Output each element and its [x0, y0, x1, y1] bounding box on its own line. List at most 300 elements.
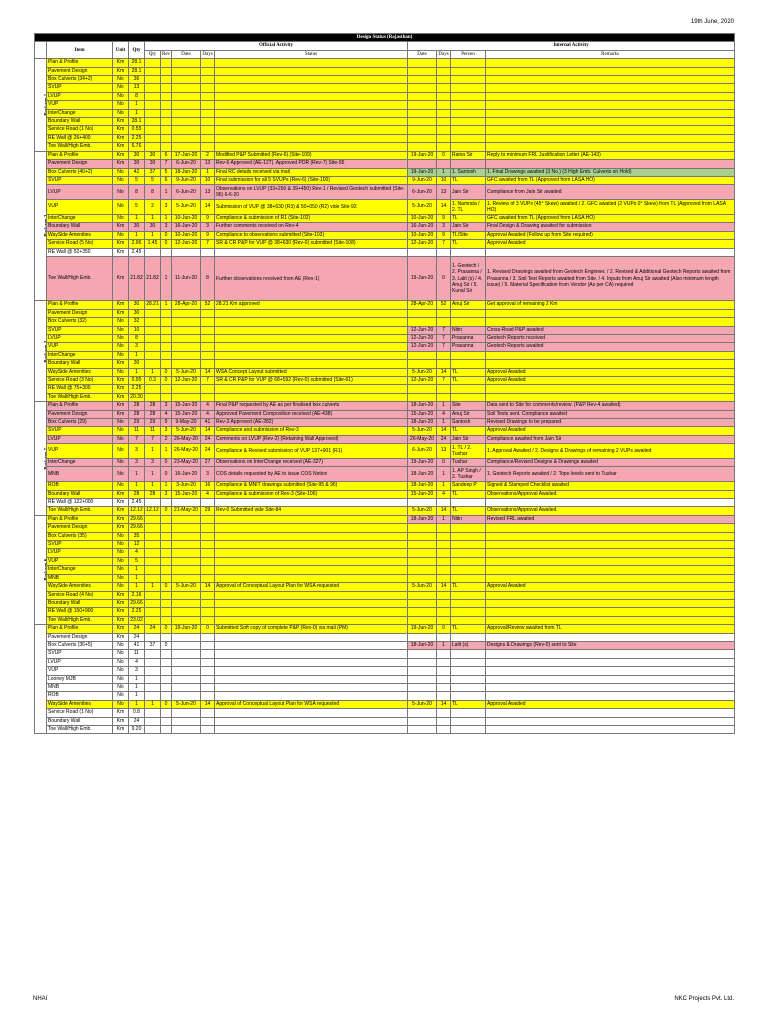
table-title: Design Status (Rajasthan) [35, 34, 735, 42]
official-date-cell: 5-Jun-20 [172, 583, 201, 591]
unit-cell: Km [113, 633, 129, 641]
rev-cell [161, 549, 172, 557]
status-cell [215, 309, 408, 317]
unit-cell: No [113, 214, 129, 222]
internal-date-cell: 5-Jun-20 [408, 507, 437, 515]
item-cell: Toe Wall/High Emb. [47, 393, 113, 401]
rev-cell: 0 [161, 467, 172, 482]
internal-days-cell [437, 532, 451, 540]
person-cell [451, 675, 486, 683]
status-cell: Compliance & submission of R1 (Site-102) [215, 214, 408, 222]
unit-cell: Km [113, 376, 129, 384]
unit-cell: Km [113, 616, 129, 624]
table-row [35, 151, 735, 159]
person-cell: Anuj Sir [451, 301, 486, 309]
qty-cell: 1 [129, 101, 145, 109]
item-cell: Service Road (5 No) [47, 240, 113, 248]
official-qty-cell [145, 76, 161, 84]
qty-cell: 1 [129, 214, 145, 222]
official-days-cell: 14 [201, 200, 215, 215]
qty-cell: 4 [129, 549, 145, 557]
internal-date-cell [408, 566, 437, 574]
unit-cell: Km [113, 151, 129, 159]
internal-days-cell: 4 [437, 410, 451, 418]
item-cell: SVUP [47, 427, 113, 435]
item-cell: LVUP [47, 92, 113, 100]
remarks-cell: Compliance awaited from Jain Sir [486, 435, 735, 443]
person-cell: 1. Santosh [451, 168, 486, 176]
internal-date-cell [408, 658, 437, 666]
official-qty-cell [145, 126, 161, 134]
official-qty-cell [145, 692, 161, 700]
remarks-cell: Approval Awaited [486, 427, 735, 435]
internal-days-cell: 0 [437, 459, 451, 467]
remarks-cell: Data sent to Site for comments/review. (P&P Rev-4 awaited) [486, 402, 735, 410]
item-cell: Boundary Wall [47, 490, 113, 498]
rev-cell [161, 59, 172, 67]
table-row [35, 185, 735, 200]
rev-cell [161, 76, 172, 84]
official-qty-cell: 28 [145, 490, 161, 498]
person-cell [451, 650, 486, 658]
person-cell [451, 318, 486, 326]
internal-days-cell [437, 318, 451, 326]
internal-date-cell [408, 692, 437, 700]
qty-cell: 1 [129, 231, 145, 239]
unit-cell: No [113, 84, 129, 92]
remarks-cell [486, 109, 735, 117]
status-cell: SR & CR P&P for VUP @ 68+592 (Rev-0) submitted (Site-61) [215, 376, 408, 384]
official-qty-cell [145, 499, 161, 507]
rev-cell [161, 109, 172, 117]
status-cell: Final P&P requested by AE as per finalised box culverts [215, 402, 408, 410]
item-cell: MNB [47, 683, 113, 691]
item-cell: Pavement Design [47, 309, 113, 317]
item-cell: Pavement Design [47, 633, 113, 641]
status-cell: Approval of Conceptual Layout Plan for WSA requested [215, 583, 408, 591]
remarks-cell: Approval Awaited (Follow up from Site required) [486, 231, 735, 239]
official-date-cell [172, 248, 201, 256]
item-cell: SVUP [47, 541, 113, 549]
official-date-cell: 19-Jun-20 [172, 625, 201, 633]
status-cell [215, 608, 408, 616]
status-cell [215, 667, 408, 675]
remarks-cell [486, 393, 735, 401]
qty-cell: 1 [129, 583, 145, 591]
official-qty-cell [145, 393, 161, 401]
unit-cell: No [113, 566, 129, 574]
official-date-cell: 15-Jun-20 [172, 490, 201, 498]
person-cell [451, 118, 486, 126]
table-row [35, 351, 735, 359]
official-date-cell: 10-Jun-20 [172, 231, 201, 239]
official-days-cell: 27 [201, 459, 215, 467]
header-official-date: Date [172, 50, 201, 58]
official-date-cell [172, 557, 201, 565]
table-row [35, 574, 735, 582]
official-date-cell [172, 591, 201, 599]
rev-cell [161, 101, 172, 109]
official-date-cell [172, 549, 201, 557]
official-qty-cell [145, 351, 161, 359]
official-date-cell [172, 143, 201, 151]
person-cell: Anuj Sir [451, 410, 486, 418]
rev-cell [161, 326, 172, 334]
official-date-cell [172, 309, 201, 317]
remarks-cell: Approval/Review awaited from TL [486, 625, 735, 633]
official-date-cell: 21-May-20 [172, 507, 201, 515]
unit-cell: Km [113, 499, 129, 507]
person-cell: TL [451, 427, 486, 435]
official-qty-cell [145, 515, 161, 523]
item-cell: InterChange [47, 351, 113, 359]
internal-date-cell: 18-Jun-20 [408, 402, 437, 410]
internal-days-cell [437, 499, 451, 507]
remarks-cell [486, 709, 735, 717]
unit-cell: Km [113, 709, 129, 717]
table-row [35, 393, 735, 401]
official-qty-cell [145, 318, 161, 326]
person-cell [451, 126, 486, 134]
header-official-activity: Official Activity [145, 42, 408, 50]
rev-cell: 3 [161, 490, 172, 498]
rev-cell [161, 717, 172, 725]
rev-cell [161, 351, 172, 359]
internal-days-cell [437, 134, 451, 142]
item-cell: Box Culverts (40+2) [47, 168, 113, 176]
qty-cell: 1 [129, 574, 145, 582]
qty-cell: 1 [129, 675, 145, 683]
rev-cell [161, 608, 172, 616]
remarks-cell [486, 143, 735, 151]
internal-days-cell: 1 [437, 467, 451, 482]
rev-cell [161, 84, 172, 92]
official-date-cell: 26-May-20 [172, 435, 201, 443]
remarks-cell [486, 608, 735, 616]
table-row [35, 200, 735, 215]
status-cell [215, 59, 408, 67]
table-row [35, 143, 735, 151]
remarks-cell [486, 726, 735, 734]
item-cell: Plan & Profile [47, 151, 113, 159]
table-row [35, 650, 735, 658]
table-row [35, 435, 735, 443]
official-qty-cell [145, 726, 161, 734]
internal-date-cell [408, 650, 437, 658]
status-cell: COS details requested by AE to issue COS Notice [215, 467, 408, 482]
internal-date-cell: 19-Jun-20 [408, 256, 437, 300]
internal-days-cell: 0 [437, 256, 451, 300]
official-days-cell [201, 248, 215, 256]
internal-date-cell [408, 309, 437, 317]
package-label [35, 59, 47, 151]
qty-cell: 1 [129, 467, 145, 482]
official-date-cell [172, 67, 201, 75]
internal-date-cell [408, 633, 437, 641]
rev-cell [161, 126, 172, 134]
rev-cell [161, 658, 172, 666]
official-days-cell [201, 591, 215, 599]
official-date-cell [172, 683, 201, 691]
status-cell [215, 574, 408, 582]
status-cell [215, 692, 408, 700]
official-days-cell [201, 675, 215, 683]
official-days-cell: 0 [201, 625, 215, 633]
status-cell: Compliance to observations submitted (Site-103) [215, 231, 408, 239]
person-cell [451, 109, 486, 117]
internal-date-cell [408, 574, 437, 582]
internal-date-cell [408, 524, 437, 532]
official-days-cell [201, 549, 215, 557]
person-cell [451, 101, 486, 109]
official-date-cell [172, 343, 201, 351]
person-cell [451, 92, 486, 100]
person-cell [451, 599, 486, 607]
status-cell [215, 641, 408, 649]
unit-cell: No [113, 444, 129, 459]
package-name: Package-2 [44, 215, 47, 237]
rev-cell [161, 143, 172, 151]
internal-days-cell [437, 683, 451, 691]
official-days-cell: 14 [201, 700, 215, 708]
internal-date-cell [408, 126, 437, 134]
official-qty-cell: 1 [145, 467, 161, 482]
rev-cell [161, 557, 172, 565]
status-cell [215, 76, 408, 84]
remarks-cell: Get approval of remaining 2 Km [486, 301, 735, 309]
item-cell: Pavement Design [47, 67, 113, 75]
official-qty-cell: 29 [145, 419, 161, 427]
unit-cell: No [113, 343, 129, 351]
header-item: Item [47, 42, 113, 59]
official-qty-cell [145, 683, 161, 691]
status-cell [215, 515, 408, 523]
official-days-cell: 24 [201, 435, 215, 443]
unit-cell: Km [113, 599, 129, 607]
official-date-cell [172, 393, 201, 401]
item-cell: Boundary Wall [47, 717, 113, 725]
official-date-cell: 15-Jun-20 [172, 410, 201, 418]
item-cell: LVUP [47, 334, 113, 342]
rev-cell [161, 309, 172, 317]
official-days-cell: 4 [201, 490, 215, 498]
header-official-qty: Qty [145, 50, 161, 58]
item-cell: VUP [47, 557, 113, 565]
status-cell [215, 67, 408, 75]
remarks-cell [486, 566, 735, 574]
official-days-cell: 41 [201, 419, 215, 427]
official-qty-cell [145, 717, 161, 725]
official-days-cell: 8 [201, 256, 215, 300]
status-cell: Comments on LVUP (Rev-2) (Retaining Wall Approved) [215, 435, 408, 443]
official-qty-cell [145, 143, 161, 151]
unit-cell: No [113, 92, 129, 100]
internal-days-cell [437, 549, 451, 557]
status-cell: Submission of VUP @ 38+630 (R3) & 50+050 (R2) vide Site-92 [215, 200, 408, 215]
official-days-cell [201, 143, 215, 151]
qty-cell: 12.12 [130, 507, 143, 514]
rev-cell: 0 [161, 231, 172, 239]
person-cell: Sandeep P [451, 482, 486, 490]
remarks-cell: Geotech Reports received [486, 334, 735, 342]
official-date-cell [172, 675, 201, 683]
item-cell: VUP [47, 667, 113, 675]
rev-cell [161, 692, 172, 700]
official-days-cell [201, 499, 215, 507]
person-cell [451, 59, 486, 67]
official-date-cell: 23-May-20 [172, 459, 201, 467]
table-row [35, 524, 735, 532]
official-qty-cell [145, 709, 161, 717]
official-qty-cell: 21.82 [145, 256, 161, 300]
qty-cell: 24 [129, 633, 145, 641]
internal-days-cell [437, 67, 451, 75]
person-cell [451, 309, 486, 317]
table-row [35, 248, 735, 256]
qty-cell: 36 [129, 76, 145, 84]
item-cell: MNB [47, 574, 113, 582]
internal-days-cell [437, 360, 451, 368]
person-cell: TL [451, 700, 486, 708]
internal-date-cell [408, 109, 437, 117]
table-row [35, 134, 735, 142]
qty-cell: 30 [129, 309, 145, 317]
unit-cell: No [113, 76, 129, 84]
official-date-cell [172, 524, 201, 532]
internal-days-cell [437, 557, 451, 565]
rev-cell: 1 [161, 185, 172, 200]
official-date-cell [172, 101, 201, 109]
status-cell: Compliance & MNIT drawings submitted (Site-95 & 96) [215, 482, 408, 490]
official-date-cell: 3-Jun-20 [172, 482, 201, 490]
official-date-cell [172, 118, 201, 126]
item-cell: Toe Wall/High Emb. [47, 143, 113, 151]
unit-cell: No [113, 176, 129, 184]
official-date-cell: 5-Jun-20 [172, 700, 201, 708]
person-cell [451, 248, 486, 256]
official-days-cell: 14 [201, 368, 215, 376]
item-cell: WaySide Amenities [47, 583, 113, 591]
official-qty-cell [145, 92, 161, 100]
person-cell: TL [451, 214, 486, 222]
remarks-cell: 1. Revised Drawings awaited from Geotech Engineer. / 2. Revised & Additional Geotech Reports awaited from Prasanna / 3. Soil Test Reports awaited from Site. / 4. Inputs from Anuj Sir awaited (Also minimum length issue) / 5. Material Specification from Vendor (As per CA) required [486, 256, 735, 300]
internal-date-cell [408, 385, 437, 393]
unit-cell: No [113, 427, 129, 435]
table-row [35, 376, 735, 384]
official-days-cell [201, 59, 215, 67]
remarks-cell [486, 717, 735, 725]
official-date-cell [172, 574, 201, 582]
official-date-cell [172, 650, 201, 658]
person-cell [451, 726, 486, 734]
person-cell [451, 524, 486, 532]
official-date-cell: 28-Apr-20 [172, 301, 201, 309]
item-cell: WaySide Amenities [47, 700, 113, 708]
qty-cell: 30 [129, 223, 145, 231]
official-date-cell: 6-Jun-20 [172, 185, 201, 200]
official-qty-cell [145, 608, 161, 616]
remarks-cell [486, 633, 735, 641]
qty-cell: 2.25 [129, 385, 145, 393]
unit-cell: Km [113, 591, 129, 599]
remarks-cell [486, 76, 735, 84]
header-internal-activity: Internal Activity [408, 42, 735, 50]
internal-days-cell [437, 717, 451, 725]
qty-cell: 2.96 [129, 240, 145, 248]
internal-date-cell [408, 393, 437, 401]
person-cell: Jain Sir [451, 223, 486, 231]
remarks-cell: Observations/Approval Awaited [486, 490, 735, 498]
official-qty-cell [145, 134, 161, 142]
internal-date-cell [408, 84, 437, 92]
internal-date-cell [408, 709, 437, 717]
qty-cell: 20.30 [130, 393, 143, 400]
internal-date-cell [408, 608, 437, 616]
rev-cell: 0 [161, 459, 172, 467]
internal-days-cell [437, 574, 451, 582]
qty-cell: 3 [129, 343, 145, 351]
internal-days-cell [437, 393, 451, 401]
unit-cell: Km [113, 256, 129, 300]
official-date-cell [172, 726, 201, 734]
qty-cell: 5 [129, 200, 145, 215]
rev-cell [161, 683, 172, 691]
official-days-cell [201, 318, 215, 326]
official-days-cell [201, 67, 215, 75]
remarks-cell: Approval Awaited [486, 583, 735, 591]
item-cell: Plan & Profile [47, 625, 113, 633]
remarks-cell [486, 675, 735, 683]
internal-days-cell: 7 [437, 376, 451, 384]
remarks-cell [486, 360, 735, 368]
item-cell: ROB [47, 482, 113, 490]
status-cell: Rev-6 Approved (AE-127). Approved PDR (Rev-7) Site-95 [215, 160, 408, 168]
unit-cell: No [113, 549, 129, 557]
unit-cell: No [113, 467, 129, 482]
status-cell [215, 599, 408, 607]
status-cell [215, 717, 408, 725]
internal-days-cell [437, 160, 451, 168]
unit-cell: Km [113, 126, 129, 134]
package-label [35, 301, 47, 402]
status-cell [215, 557, 408, 565]
table-row [35, 118, 735, 126]
header-official-days: Days [202, 51, 213, 57]
person-cell: TL [451, 240, 486, 248]
unit-cell: Km [113, 717, 129, 725]
package-name: Package-5 [44, 447, 47, 470]
internal-days-cell [437, 616, 451, 624]
remarks-cell: Approval Awaited [486, 376, 735, 384]
rev-cell: 1 [161, 482, 172, 490]
official-days-cell [201, 515, 215, 523]
remarks-cell: GFC awaited from TL (Approved from LASA HO) [486, 214, 735, 222]
rev-cell [161, 118, 172, 126]
internal-days-cell: 7 [437, 343, 451, 351]
remarks-cell [486, 650, 735, 658]
item-cell: SVUP [47, 176, 113, 184]
table-row [35, 160, 735, 168]
rev-cell: 0 [161, 583, 172, 591]
qty-cell: 7 [129, 435, 145, 443]
table-row [35, 633, 735, 641]
item-cell: LVUP [47, 658, 113, 666]
person-cell: 1. Geotech / 2. Prasanna / 3. Lalit (s) / 4. Anuj Sir / 5. Kunal Sir [451, 256, 486, 300]
table-row [35, 301, 735, 309]
unit-cell: No [113, 168, 129, 176]
internal-days-cell [437, 385, 451, 393]
table-body [35, 59, 735, 734]
